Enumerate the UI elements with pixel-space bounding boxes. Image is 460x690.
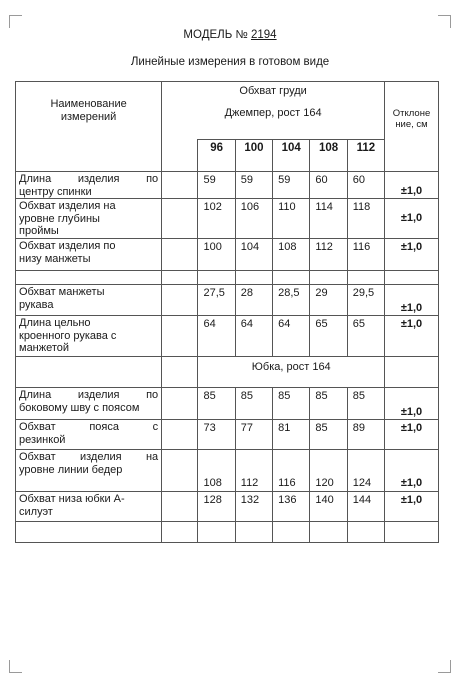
measurement-name-line: Обхват низа юбки А- — [19, 493, 125, 505]
empty-cell — [162, 172, 198, 199]
tolerance-cell: ±1,0 — [385, 172, 439, 199]
value-cell: 59 — [235, 172, 272, 199]
measurement-name-line: Обхват пояса с — [19, 421, 159, 433]
value-cell: 108 — [198, 450, 235, 492]
value-cell: 81 — [273, 420, 310, 450]
value-cell: 85 — [310, 420, 347, 450]
table-row — [16, 239, 439, 271]
value-cell: 27,5 — [198, 285, 235, 316]
measurement-name — [16, 285, 162, 316]
empty-cell — [16, 357, 162, 388]
empty-cell — [162, 420, 198, 450]
value-cell: 77 — [235, 420, 272, 450]
tolerance-cell: ±1,0 — [385, 316, 439, 357]
measurement-name-line: уровне линии бедер — [19, 463, 123, 476]
value-cell: 65 — [347, 316, 384, 357]
value-cell: 112 — [310, 239, 347, 271]
crop-mark-bottom-left — [9, 660, 22, 673]
value-cell: 85 — [347, 388, 384, 420]
value-cell: 114 — [310, 199, 347, 239]
value-cell: 29 — [310, 285, 347, 316]
tolerance-cell: ±1,0 — [385, 199, 439, 239]
empty-cell — [162, 316, 198, 357]
size-cell: 96 — [198, 140, 235, 172]
empty-cell — [162, 450, 198, 492]
header-tolerance-cell — [385, 82, 439, 172]
model-title — [0, 29, 460, 41]
value-cell: 85 — [310, 388, 347, 420]
size-cell: 108 — [310, 140, 347, 172]
table-row — [16, 492, 439, 522]
value-cell: 28 — [235, 285, 272, 316]
crop-mark-top-left — [9, 15, 22, 28]
empty-cell — [162, 388, 198, 420]
value-cell: 116 — [347, 239, 384, 271]
measurement-name-line: Длина изделия по — [19, 173, 159, 185]
measurement-name — [16, 388, 162, 420]
value-cell: 102 — [198, 199, 235, 239]
tolerance-cell: ±1,0 — [385, 285, 439, 316]
empty-cell — [385, 357, 439, 388]
tolerance-cell: ±1,0 — [385, 420, 439, 450]
header-name-line2: измерений — [60, 110, 117, 123]
measurement-name-line: силуэт — [19, 505, 53, 518]
measurement-name-line: кроенного рукава с — [19, 329, 117, 342]
table-row — [16, 316, 439, 357]
crop-mark-bottom-right — [438, 660, 451, 673]
empty-cell — [162, 357, 198, 388]
measurement-name — [16, 239, 162, 271]
header-name-line1: Наименование — [50, 98, 127, 110]
value-cell: 108 — [273, 239, 310, 271]
value-cell: 132 — [235, 492, 272, 522]
measurement-name-line: Длина цельно — [19, 317, 91, 329]
measurement-name-line: рукава — [19, 298, 54, 311]
value-cell: 59 — [273, 172, 310, 199]
measurement-name-line: Длина изделия по — [19, 389, 159, 401]
table-row — [16, 450, 439, 492]
value-cell: 110 — [273, 199, 310, 239]
empty-cell — [162, 285, 198, 316]
header-tolerance-line1: Отклоне — [392, 108, 431, 119]
size-cell: 112 — [347, 140, 384, 172]
value-cell: 116 — [273, 450, 310, 492]
header-tolerance-line2: ние, см — [395, 119, 428, 130]
value-cell: 144 — [347, 492, 384, 522]
size-cell: 104 — [273, 140, 310, 172]
table-row — [16, 285, 439, 316]
empty-cell — [162, 199, 198, 239]
value-cell: 64 — [235, 316, 272, 357]
value-cell: 29,5 — [347, 285, 384, 316]
value-cell: 28,5 — [273, 285, 310, 316]
value-cell: 85 — [273, 388, 310, 420]
value-cell: 59 — [198, 172, 235, 199]
measurement-name-line: Обхват изделия по — [19, 240, 116, 252]
value-cell: 120 — [310, 450, 347, 492]
value-cell: 124 — [347, 450, 384, 492]
value-cell: 136 — [273, 492, 310, 522]
measurement-name — [16, 420, 162, 450]
header-row — [16, 82, 439, 140]
tolerance-cell: ±1,0 — [385, 239, 439, 271]
value-cell: 140 — [310, 492, 347, 522]
spacer-row — [16, 522, 439, 543]
header-name-cell — [16, 82, 162, 172]
header-group-line2: Джемпер, рост 164 — [224, 107, 322, 119]
value-cell: 60 — [310, 172, 347, 199]
value-cell: 85 — [198, 388, 235, 420]
section-row — [16, 357, 439, 388]
measurement-name-line: проймы — [19, 225, 59, 237]
header-group-line1: Обхват груди — [239, 85, 307, 97]
measurement-name — [16, 450, 162, 492]
document-subtitle: Линейные измерения в готовом виде — [130, 56, 330, 68]
model-number: 2194 — [250, 29, 277, 41]
skirt-section-title: Юбка, рост 164 — [198, 357, 385, 388]
value-cell: 64 — [273, 316, 310, 357]
table-row — [16, 199, 439, 239]
value-cell: 60 — [347, 172, 384, 199]
table-row — [16, 172, 439, 199]
measurement-name-line: низу манжеты — [19, 252, 91, 265]
measurement-name — [16, 492, 162, 522]
empty-cell — [162, 239, 198, 271]
crop-mark-top-right — [438, 15, 451, 28]
value-cell: 73 — [198, 420, 235, 450]
measurement-name — [16, 172, 162, 199]
measurement-name-line: Обхват манжеты — [19, 286, 105, 298]
measurement-name — [16, 199, 162, 239]
table-row — [16, 420, 439, 450]
measurements-table — [15, 81, 439, 543]
value-cell: 89 — [347, 420, 384, 450]
value-cell: 100 — [198, 239, 235, 271]
measurement-name-line: Обхват изделия на — [19, 200, 116, 212]
model-label: МОДЕЛЬ № — [183, 29, 248, 41]
size-spacer-cell — [162, 140, 198, 172]
size-cell: 100 — [235, 140, 272, 172]
empty-cell — [162, 492, 198, 522]
measurement-name-line: центру спинки — [19, 185, 92, 198]
value-cell: 104 — [235, 239, 272, 271]
value-cell: 106 — [235, 199, 272, 239]
value-cell: 118 — [347, 199, 384, 239]
measurement-name — [16, 316, 162, 357]
value-cell: 128 — [198, 492, 235, 522]
value-cell: 112 — [235, 450, 272, 492]
header-group-cell — [162, 82, 385, 140]
measurement-name-line: уровне глубины — [19, 212, 100, 225]
tolerance-cell: ±1,0 — [385, 492, 439, 522]
measurement-name-line: боковому шву с поясом — [19, 401, 140, 414]
value-cell: 64 — [198, 316, 235, 357]
value-cell: 65 — [310, 316, 347, 357]
measurement-name-line: манжетой — [19, 342, 70, 354]
table-row — [16, 388, 439, 420]
spacer-row — [16, 271, 439, 285]
measurement-name-line: резинкой — [19, 433, 66, 446]
value-cell: 85 — [235, 388, 272, 420]
measurement-name-line: Обхват изделия на — [19, 451, 159, 463]
tolerance-cell: ±1,0 — [385, 450, 439, 492]
tolerance-cell: ±1,0 — [385, 388, 439, 420]
